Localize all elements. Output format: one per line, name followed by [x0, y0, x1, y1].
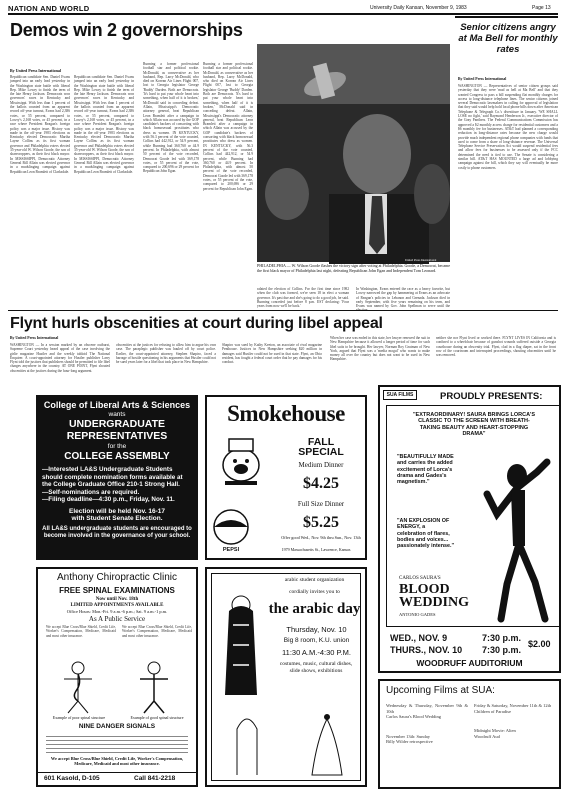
sua-proudly: PROUDLY PRESENTS:	[440, 391, 543, 402]
chiro-body-left: We accept Blue Cross/Blue Shield, Credit Life, Worker's Compensation, Medicare, Medicaid and most other insurance.	[46, 625, 116, 638]
photo-credit: United Press International	[405, 258, 437, 262]
chiro-body-right: We accept Blue Cross/Blue Shield, Credit Life, Worker's Compensation, Medicare, Medicaid and most other insurance.	[122, 625, 192, 638]
page-number: Page 13	[532, 5, 551, 11]
chiro-hours: Office Hours: Mon.-Fri. 9 a.m.-6 p.m.; Sat. 9 a.m.-1 p.m.	[66, 609, 168, 614]
flynt-col2: obscenities at the justices for refusing to allow him to argue his own case. The paraplegic publisher was hauled off by court police. Earlier, the court-appointed attorney, Stephen Shapiro, faced a barrage of hostile questioning in his arguments that Hustler could not be sued years later for a libel that took place in New Hampshire.	[116, 343, 216, 365]
clas-election1: Election will be held Nov. 16-17	[69, 507, 165, 515]
demos-body-bottom-b: In Washington, Evans entered the race as a heavy favorite, but Lowry narrowed the gap by hammering at Evans as an advocate of Reagan's policies in Lebanon and Grenada. Jackson died in early September, with five years remaining on his term, and Evans was named by Gov. John Spellman to serve until the	[356, 287, 450, 309]
spine-good-icon	[134, 661, 174, 713]
spine-poor-label: Example of poor spinal structure	[52, 715, 106, 720]
upcoming-left3: November 13th: Sunday	[386, 733, 430, 739]
upcoming-right3: Midnight Movie: Alien	[474, 728, 516, 734]
clas-committee: COLLEGE ASSEMBLY	[64, 451, 170, 462]
film-date2: THURS., NOV. 10	[390, 645, 463, 655]
demos-body-mid: Running a former professional football star and political rookie. McDonald, as conservative as her husband, Rep. Larry McDonald, who died on Korean Air Lines Flight 007, lost to Georgia legislator George 'Buddy' Darden. Both are Democrats. 'It's hard to put your whole heart into something, when half of it is broken,' McDonald said in conceding defeat. Allain, Mississippi's Democratic attorney general, beat Republican Leon Bramlett after a campaign in which Allain was accused by the GOP candidate's backers of consorting with black homosexual prostitutes who dress as women. IN KENTUCKY, with 56.3 percent of the vote counted, Collins had 442,912, or 54.9 percent, while Bunning had 360,760 or 44.9 percent. In Philadelphia, with almost 50 percent of the vote recorded, Democrat Goode led with 369,178 votes, or 55 percent of the vote, compared to 200,696 or 29 percent for Republican John Egan.	[143, 62, 199, 174]
upcoming-right2: Children of Paradise	[474, 708, 511, 714]
clas-bullet1: —Interested LA&S Undergraduate Students should complete nomination forms available at the College Graduate Office 210-1 Strong Hall.	[42, 466, 183, 489]
upcoming-films-ad	[378, 679, 561, 789]
film-quote2: "BEAUTIFULLY MADE and carries the added excitement of Lorca's drama and Gades's magnetism."	[397, 454, 454, 486]
film-time2: 7:30 p.m.	[482, 645, 522, 655]
chiro-name: Anthony Chiropractic Clinic	[56, 572, 178, 583]
smokehouse-price1: $4.25	[303, 475, 339, 492]
seniors-headline: Senior citizens angry at Ma Bell for monthly rates	[458, 22, 558, 55]
upcoming-right4: Woodruff Aud	[474, 733, 500, 739]
chiro-limited: LIMITED APPOINTMENTS AVAILABLE	[70, 603, 164, 608]
film-quote3: "AN EXPLOSION OF ENERGY, a celebration of flares, bodies and voices... passionately intense."	[397, 518, 455, 550]
flynt-byline: By United Press International	[10, 336, 59, 340]
arabic-figure-illustration	[217, 595, 265, 705]
flynt-col4: When her case was ended in this state, her lawyer renewed the suit in New Hampshire because it allowed a longer period of time for such libel suits to be brought. Her lawyer, Norman Roy Grutman of New York, argued that Flynt was a 'media mogul' who wants to make money all over the country but does not want to be sued in New Hampshire.	[330, 336, 430, 362]
pepsi-label: PEPSI	[222, 547, 240, 553]
seniors-byline: By United Press International	[458, 77, 507, 81]
demos-body-left: Republican candidate Sen. Daniel Evans jumped into an early lead yesterday in the Washington state battle with liberal Rep. Mike Lowry to finish the term of the late Henry Jackson. Democrats won governors' races in Kentucky and Mississippi. With less than 1 percent of the ballots counted from an apparent record off-year turnout, Evans had 2,386 votes, or 55 percent, compared to Lowry's 2,168 votes, or 45 percent, in a race where President Reagan's foreign policy was a major issue. History was made in the off-year 1983 elections as Kentucky elected Democratic Martha Layne Collins as its first woman governor and Philadelphia voters elected 35-year-old W. Wilson Goode, the son of sharecroppers, as their first black mayor. In MISSISSIPPI, Democratic Attorney General Bill Allain was elected governor in a mudslinging campaign against Republican Leon Bramlett of Clarksdale.	[10, 75, 70, 174]
smokehouse-item2: Full Size Dinner	[297, 500, 345, 508]
upcoming-title: Upcoming Films at SUA:	[386, 685, 495, 696]
clas-header: College of Liberal Arts & Sciences	[43, 400, 191, 410]
upcoming-right	[474, 703, 556, 739]
film-title1: BLOOD	[399, 582, 450, 597]
seniors-body: WASHINGTON — Representatives of senior citizen groups said yesterday that they were 'mad as hell at Ma Bell' and that they wanted Congress to pass a bill suspending flat monthly charges for access to long-distance telephone lines. The senior citizens joined several Democratic lawmakers in calling for approval of legislation that they said would help hold local phone bills down after American Telephone & Telegraph Co.'s divestiture in January. 'WE SHALL LOSE no fight,' said Raymond Henderson Jr., executive director of the Gray Panthers. The Federal Communications Commission has approved a $2 monthly access charge for residential customers and a $6 monthly fee for businesses. AT&T had planned a corresponding reduction in long-distance rates because the new charge would provide much independent regional phone companies with funds that used to come from a share of long-distance revenue. The Universal Telephone Service Preservation Act would suspend residential fees and allow fees for businesses to be assessed only if the FCC determined the need is tied to use. The Senate is considering a similar bill. AT&T HAS MOUNTED a large ad and lobbying campaign against the bill, which they say will eventually be more costly to phone customers.	[458, 84, 558, 170]
clas-footer: All LA&S undergraduate students are encouraged to become involved in the governance of your school.	[42, 525, 192, 539]
flynt-col5: neither she nor Flynt lived or worked there. FLYNT LIVES IN California and is confined to a wheelchair because of gunshot wounds suffered outside a Georgia courthouse during an obscenity trial. Flynt, clad in a flag diaper, sat in the front row of the courtroom and interrupted proceedings, shouting obscenities until he was removed.	[436, 336, 556, 358]
arabic-time: 11:30 A.M.-4:30 P.M.	[282, 648, 351, 657]
photo-illustration	[257, 44, 450, 262]
arabic-date: Thursday, Nov. 10	[286, 625, 347, 634]
film-price: $2.00	[528, 639, 551, 649]
clas-election2: with Student Senate Election.	[71, 514, 163, 522]
chiro-phone: Call 841-2218	[134, 775, 176, 782]
upcoming-left4: Billy Wilder retrospective	[386, 739, 433, 745]
chiro-danger: NINE DANGER SIGNALS	[78, 723, 156, 730]
demos-body-mid-2: Running a former professional football star and political rookie. McDonald, as conservative as her husband, Rep. Larry McDonald, who died on Korean Air Lines Flight 007, lost to Georgia legislator George 'Buddy' Darden. Both are Democrats. 'It's hard to put your whole heart into something, when half of it is broken,' McDonald said in conceding defeat. Allain, Mississippi's Democratic attorney general, beat Republican Leon Bramlett after a campaign in which Allain was accused by the GOP candidate's backers of consorting with black homosexual prostitutes who dress as women. IN KENTUCKY, with 56.3 percent of the vote counted, Collins had 442,912, or 54.9 percent, while Bunning had 360,760 or 44.9 percent. In Philadelphia, with almost 50 percent of the vote recorded, Democrat Goode led with 369,178 votes, or 55 percent of the vote, compared to 200,696 or 29 percent for Republican John Egan.	[203, 62, 253, 191]
demos-body-left-2: Republican candidate Sen. Daniel Evans jumped into an early lead yesterday in the Washington state battle with liberal Rep. Mike Lowry to finish the term of the late Henry Jackson. Democrats won governors' races in Kentucky and Mississippi. With less than 1 percent of the ballots counted from an apparent record off-year turnout, Evans had 2,386 votes, or 55 percent, compared to Lowry's 2,168 votes, or 45 percent, in a race where President Reagan's foreign policy was a major issue. History was made in the off-year 1983 elections as Kentucky elected Democratic Martha Layne Collins as its first woman governor and Philadelphia voters elected 35-year-old W. Wilson Goode, the son of sharecroppers, as their first black mayor. In MISSISSIPPI, Democratic Attorney General Bill Allain was elected governor in a mudslinging campaign against Republican Leon Bramlett of Clarksdale.	[74, 75, 134, 174]
clas-for-the: for the	[107, 443, 127, 450]
clas-ad	[36, 395, 198, 560]
pepsi-logo	[211, 507, 251, 547]
chiro-sub: FREE SPINAL EXAMINATIONS	[59, 586, 175, 595]
film-cast: ANTONIO GADES	[399, 612, 436, 617]
upcoming-left1: Wednesday & Thursday, November 9th & 10th	[386, 703, 468, 714]
danger-list	[46, 733, 188, 753]
photo-caption: PHILADELPHIA — W. Wilson Goode flashes the victory sign after voting at Philadelphia. Goode, a Democrat, became the first black mayor of Philadelphia last night, defeating Republican John Egan and Independent Tom Leonard.	[257, 263, 450, 273]
arabic-desc: costumes, music, cultural dishes, slide shows, exhibitions	[279, 661, 353, 674]
upcoming-left2: Carlos Saura's Blood Wedding	[386, 714, 441, 720]
spine-good-label: Example of good spinal structure	[130, 715, 184, 720]
masthead-rule	[8, 13, 558, 15]
clas-bullet2: —Self-nominations are required.	[42, 488, 140, 496]
upcoming-left	[386, 703, 468, 745]
goode-photo	[257, 44, 450, 262]
section-title: NATION AND WORLD	[8, 4, 90, 13]
smokehouse-name: Smokehouse	[227, 401, 345, 426]
clas-bullet3: —Filing deadline—4:30 p.m., Friday, Nov. 11.	[42, 496, 175, 504]
smokehouse-special2: SPECIAL	[298, 446, 344, 458]
film-time1: 7:30 p.m.	[482, 633, 522, 643]
film-venue: WOODRUFF AUDITORIUM	[416, 658, 523, 668]
clas-wants: wants	[108, 411, 126, 418]
flynt-col3: Shapiro was sued by Kathy Keeton, an associate of rival magazine Penthouse. Justices in New Hampshire seeking $20 million in damages said Hustler could not be sued in that state. Flynt, an Ohio resident, has fought a federal court order that he pay damages for his conduct.	[222, 343, 322, 365]
smokehouse-offer: Offer good Wed., Nov. 9th thru Sun., Nov. 13th	[281, 535, 361, 540]
film-date1: WED., NOV. 9	[390, 633, 448, 643]
chiro-now: Now until Nov. 18th	[95, 597, 139, 602]
seniors-rule	[455, 16, 558, 18]
arabic-line2: cordially invites you to	[289, 589, 340, 595]
dancer-illustration	[467, 454, 557, 624]
chiro-service: As A Public Service	[88, 615, 146, 623]
film-poster	[386, 405, 560, 627]
arabic-place: Big 8 room, K.U. union	[283, 637, 350, 644]
spine-poor-icon	[58, 661, 98, 713]
chef-pig-icon	[211, 435, 271, 487]
chiro-address: 601 Kasold, D-105	[44, 775, 100, 782]
arabic-title: the arabic day	[268, 601, 361, 617]
chiro-contact	[38, 772, 196, 785]
smokehouse-special1: FALL	[307, 436, 335, 448]
chiro-ad	[36, 567, 198, 787]
paper-dateline: University Daily Kansan, November 9, 1983	[370, 5, 467, 11]
film-quote1: "EXTRAORDINARY! SAURA BRINGS LORCA'S CLASSIC TO THE SCREEN WITH BREATH-TAKING BEAUTY AND HEART-STOPPING DRAMA"	[412, 412, 536, 438]
film-director: CARLOS SAURA'S	[399, 576, 441, 581]
demos-headline: Demos win 2 governorships	[10, 20, 243, 40]
upcoming-right1: Friday & Saturday, November 11th & 12th	[474, 703, 552, 708]
section-rule	[8, 310, 558, 311]
smokehouse-item1: Medium Dinner	[298, 461, 344, 469]
chiro-footer: We accept Blue Cross/Blue Shield, Credit Life, Worker's Compensation, Medicare, Medicaid and most other insurance.	[50, 756, 184, 766]
clas-title: UNDERGRADUATE REPRESENTATIVES	[66, 418, 168, 442]
arabic-decor-illustration	[217, 709, 362, 777]
smokehouse-special	[277, 437, 365, 457]
sua-film-ad	[378, 385, 561, 673]
demos-byline: By United Press International	[10, 68, 61, 73]
smokehouse-address: 1979 Massachusetts St., Lawrence, Kansas	[281, 547, 351, 552]
arabic-day-ad	[205, 567, 367, 787]
arabic-line1: arabic student organization	[284, 577, 345, 583]
demos-body-bottom-a: ralated the election of Collins. For the first time since 1982 when the club was formed, we're seen 18 in elect a woman governor. It's past due and she's going to do a good job, he said. Bunning conceded just before 8 p.m. EST declaring: 'Four years from now we'll be back.'	[257, 287, 349, 309]
sua-logo: SUA FILMS	[383, 390, 417, 400]
flynt-col1: WASHINGTON — In a session marked by an obscene outburst, Supreme Court yesterday heard appeal of the case involving the girlie magazine Hustler and the weekly tabloid The National Enquirer. A court-appointed attorney for Hustler publisher Larry Flynt told the justices that publishers should be permitted to file libel charges anywhere in the country. AT ONE POINT, Flynt shouted obscenities at the justices during the hour-long argument.	[10, 343, 110, 373]
film-title2: WEDDING	[399, 595, 470, 610]
smokehouse-price2: $5.25	[303, 514, 339, 531]
smokehouse-ad	[205, 395, 367, 560]
flynt-headline: Flynt hurls obscenities at court during libel appeal	[10, 315, 383, 332]
